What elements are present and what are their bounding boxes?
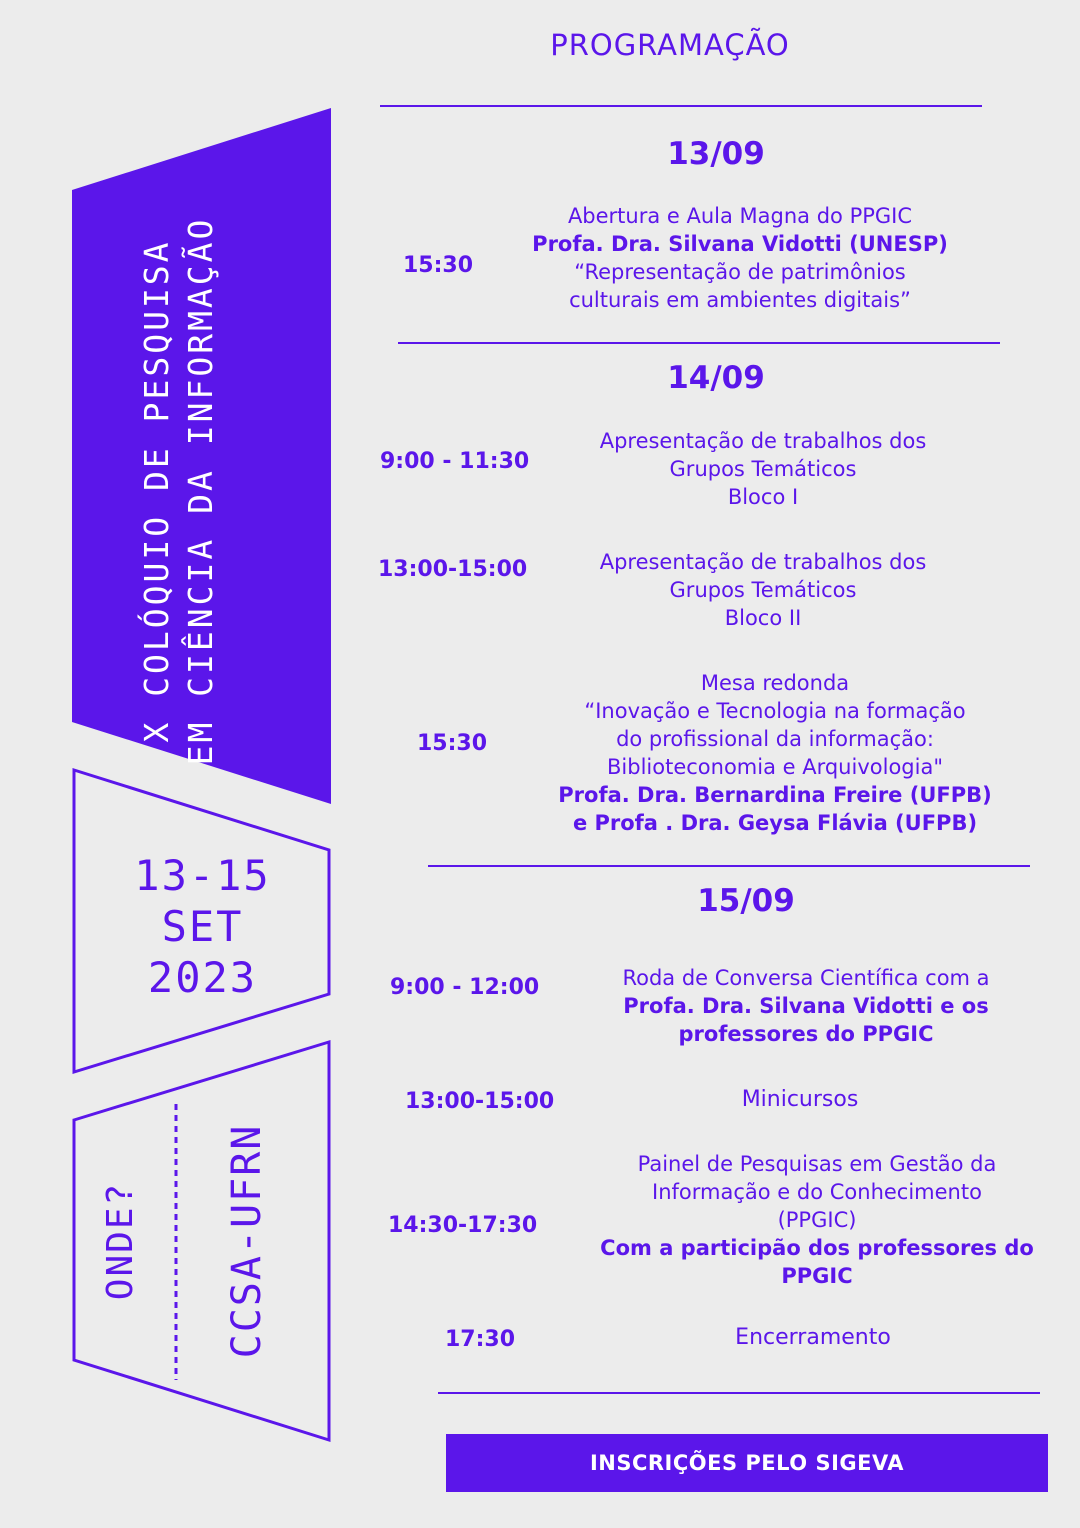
day2-date: 14/09: [667, 360, 765, 396]
registration-button[interactable]: INSCRIÇÕES PELO SIGEVA: [446, 1434, 1048, 1492]
where-value: CCSA-UFRN: [224, 1123, 270, 1359]
day3-s1-line1: Roda de Conversa Científica com a: [622, 966, 990, 990]
day2-s1-line2: Grupos Temáticos: [669, 457, 857, 481]
day2-s2-line2: Grupos Temáticos: [669, 578, 857, 602]
day2-s3-line3: do profissional da informação:: [616, 727, 934, 751]
day1-s1-line4: culturais em ambientes digitais”: [569, 288, 911, 312]
event-title-line2: EM CIÊNCIA DA INFORMAÇÃO: [181, 216, 220, 766]
day1-s1-description: [490, 202, 990, 314]
day2-s2-line1: Apresentação de trabalhos dos: [599, 550, 927, 574]
footer-divider: [438, 1392, 1040, 1394]
day3-s2-description: [650, 1086, 950, 1114]
day3-s1-description: [576, 964, 1036, 1048]
day3-s3-line4: Com a participão dos professores do: [600, 1236, 1034, 1260]
day2-s3-speaker2: e Profa . Dra. Geysa Flávia (UFPB): [572, 811, 978, 835]
day3-s3-line5: PPGIC: [781, 1264, 853, 1288]
day2-s3-line1: Mesa redonda: [700, 671, 850, 695]
day3-s3-time: 14:30-17:30: [388, 1213, 538, 1238]
day2-s1-line3: Bloco I: [727, 485, 799, 509]
day2-s3-line2: “Inovação e Tecnologia na formação: [584, 699, 966, 723]
where-label: ONDE?: [100, 1181, 141, 1301]
day3-s1-line3: professores do PPGIC: [678, 1022, 934, 1046]
day2-s1-line1: Apresentação de trabalhos dos: [599, 429, 927, 453]
day2-s3-time: 15:30: [417, 731, 488, 756]
event-dates: [100, 850, 305, 1003]
day2-s3-description: [525, 669, 1025, 837]
day3-s3-description: [570, 1150, 1064, 1290]
day1-s1-time: 15:30: [403, 253, 474, 278]
day2-s2-time: 13:00-15:00: [378, 557, 528, 582]
day2-s3-speaker1: Profa. Dra. Bernardina Freire (UFPB): [558, 783, 992, 807]
event-title-line1: X COLÓQUIO DE PESQUISA: [137, 239, 176, 743]
dates-year: 2023: [147, 953, 258, 1002]
event-title-vertical: [135, 201, 245, 781]
page-title: PROGRAMAÇÃO: [550, 28, 790, 62]
day2-s2-line3: Bloco II: [724, 606, 802, 630]
day1-s1-line3: “Representação de patrimônios: [574, 260, 906, 284]
day3-s4-description: [663, 1324, 963, 1352]
day1-s1-speaker: Profa. Dra. Silvana Vidotti (UNESP): [532, 232, 948, 256]
day2-s2-description: [553, 548, 973, 632]
day3-s2-line1: Minicursos: [741, 1087, 859, 1112]
dates-month: SET: [161, 902, 244, 951]
day1-date: 13/09: [667, 136, 765, 172]
day3-s1-speaker: Profa. Dra. Silvana Vidotti e os: [623, 994, 989, 1018]
day2-s3-line4: Biblioteconomia e Arquivologia": [607, 755, 943, 779]
day3-s4-line1: Encerramento: [735, 1325, 891, 1350]
day2-s1-time: 9:00 - 11:30: [380, 449, 530, 474]
day3-s3-line1: Painel de Pesquisas em Gestão da: [637, 1152, 997, 1176]
day3-s3-line2: Informação e do Conhecimento: [652, 1180, 982, 1204]
day1-s1-line1: Abertura e Aula Magna do PPGIC: [567, 204, 913, 228]
day3-s4-time: 17:30: [445, 1327, 516, 1352]
day3-s3-line3: (PPGIC): [777, 1208, 857, 1232]
day1-divider: [398, 342, 1000, 344]
day3-date: 15/09: [697, 883, 795, 919]
dates-range: 13-15: [134, 851, 271, 900]
day2-divider: [428, 865, 1030, 867]
day3-s2-time: 13:00-15:00: [405, 1089, 555, 1114]
day2-s1-description: [553, 427, 973, 511]
day3-s1-time: 9:00 - 12:00: [390, 975, 540, 1000]
header-divider: [380, 105, 982, 107]
